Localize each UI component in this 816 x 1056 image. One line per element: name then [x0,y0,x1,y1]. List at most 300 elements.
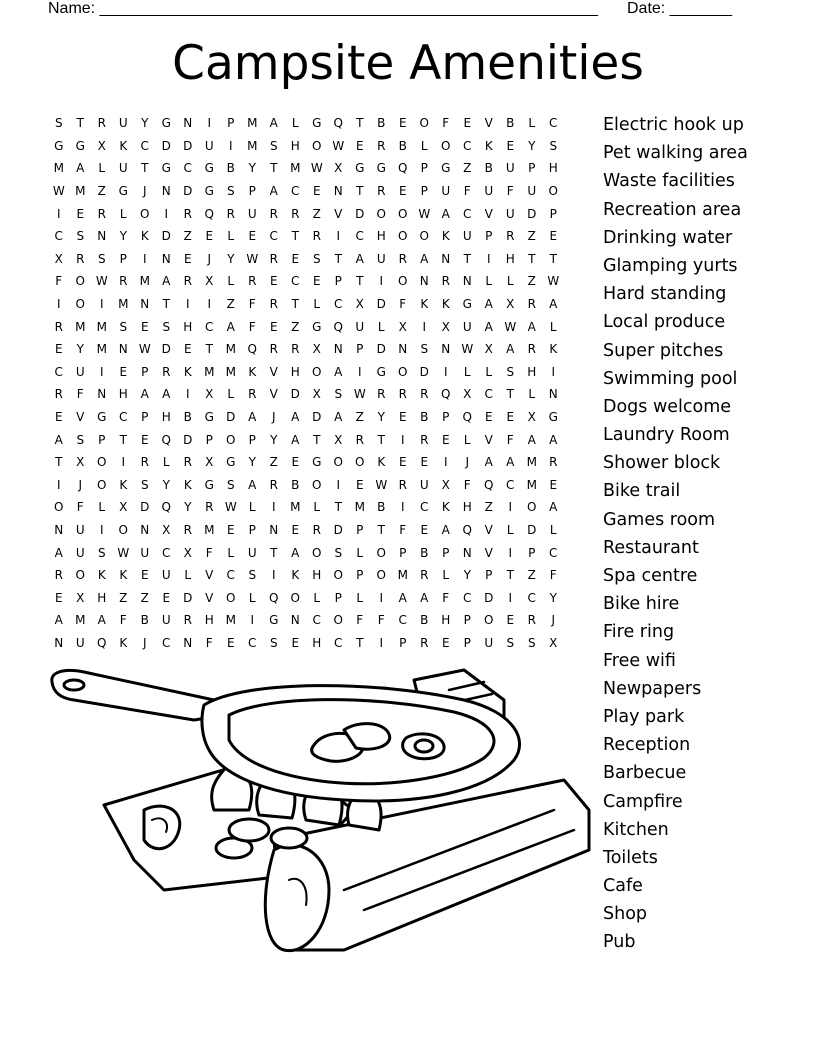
grid-letter: T [141,161,149,176]
grid-letter: C [54,364,63,379]
grid-letter: F [506,432,514,447]
grid-letter: F [76,500,84,515]
grid-letter: I [56,206,61,221]
grid-letter: R [269,297,278,312]
grid-letter: R [527,342,536,357]
grid-letter: N [140,522,150,537]
letter-grid [48,112,588,654]
grid-letter: F [55,274,63,289]
grid-letter: N [54,522,64,537]
grid-letter: X [334,161,343,176]
grid-letter: T [506,387,514,402]
grid-row [48,315,588,338]
date-field-label: Date: _______ [627,0,732,17]
grid-letter: L [528,387,536,402]
grid-letter: A [506,342,515,357]
grid-letter: T [55,455,63,470]
word-list-item: Glamping yurts [603,255,738,276]
grid-letter: O [441,138,451,153]
grid-letter: N [333,342,343,357]
grid-letter: O [290,590,300,605]
grid-letter: N [118,342,128,357]
grid-letter: K [140,229,149,244]
grid-letter: X [205,387,214,402]
grid-letter: R [140,455,149,470]
grid-letter: H [441,613,451,628]
grid-letter: W [52,184,65,199]
grid-letter: P [248,184,256,199]
grid-letter: B [140,613,149,628]
grid-letter: G [441,161,451,176]
grid-letter: M [118,297,129,312]
frying-pan-over-campfire-icon [44,660,594,980]
word-list-item: Shower block [603,453,721,474]
grid-letter: G [226,455,236,470]
word-list-item: Spa centre [603,566,698,586]
grid-letter: O [226,432,236,447]
grid-letter: N [269,522,279,537]
grid-letter: E [398,410,407,425]
grid-letter: R [420,568,429,583]
grid-letter: U [462,229,472,244]
word-list-item: Laundry Room [603,425,730,446]
grid-row [48,135,588,158]
word-list-item: Free wifi [603,650,676,671]
grid-letter: D [161,342,171,357]
grid-letter: R [549,455,558,470]
grid-letter: H [290,138,300,153]
grid-letter: P [334,274,342,289]
grid-letter: I [56,477,61,492]
grid-letter: Z [355,410,364,425]
grid-letter: A [140,387,149,402]
grid-letter: S [269,138,278,153]
grid-letter: M [96,342,107,357]
grid-row [48,564,588,587]
grid-letter: L [227,387,235,402]
grid-letter: L [528,116,536,131]
grid-letter: E [269,319,278,334]
grid-letter: L [506,274,514,289]
grid-letter: U [140,545,150,560]
grid-letter: O [75,274,85,289]
grid-letter: H [97,590,107,605]
grid-letter: E [54,410,63,425]
grid-letter: R [119,274,128,289]
grid-letter: F [442,590,450,605]
grid-letter: R [183,522,192,537]
grid-letter: C [140,138,149,153]
grid-letter: S [269,635,278,650]
grid-letter: M [247,138,258,153]
grid-letter: L [98,500,106,515]
grid-letter: T [549,251,557,266]
name-field-label: Name: ________________________________________________________ [48,0,598,17]
grid-letter: Q [269,590,279,605]
grid-letter: U [204,138,214,153]
grid-letter: G [54,138,64,153]
grid-letter: C [183,161,192,176]
grid-letter: R [205,500,214,515]
grid-letter: D [183,590,193,605]
grid-letter: R [312,522,321,537]
grid-letter: B [484,161,493,176]
grid-letter: Q [484,477,494,492]
grid-letter: E [183,251,192,266]
grid-letter: E [355,477,364,492]
grid-letter: G [204,410,214,425]
grid-letter: D [290,387,300,402]
grid-letter: X [355,297,364,312]
grid-letter: J [142,184,147,199]
grid-letter: I [99,364,104,379]
grid-letter: H [118,387,128,402]
grid-letter: P [485,229,493,244]
grid-letter: P [420,184,428,199]
grid-letter: I [400,500,405,515]
word-list-item: Barbecue [603,763,687,784]
grid-letter: W [375,477,388,492]
grid-letter: P [420,161,428,176]
grid-letter: L [313,297,321,312]
grid-letter: A [54,432,63,447]
grid-letter: Y [119,229,127,244]
grid-letter: F [442,116,450,131]
grid-letter: A [334,410,343,425]
grid-letter: Z [269,455,278,470]
grid-letter: Q [333,116,343,131]
grid-letter: T [506,568,514,583]
grid-letter: X [463,387,472,402]
grid-letter: A [162,387,171,402]
grid-letter: K [119,635,128,650]
grid-letter: E [140,432,149,447]
grid-letter: H [290,364,300,379]
grid-letter: B [377,116,386,131]
grid-letter: K [441,297,450,312]
grid-row [48,383,588,406]
grid-letter: N [333,184,343,199]
grid-letter: B [377,500,386,515]
grid-letter: U [484,635,494,650]
grid-letter: A [549,297,558,312]
grid-letter: D [376,342,386,357]
grid-letter: L [485,364,493,379]
grid-letter: W [547,274,560,289]
grid-letter: A [484,319,493,334]
grid-letter: C [420,500,429,515]
grid-letter: N [548,387,558,402]
grid-letter: X [205,274,214,289]
grid-letter: U [75,364,85,379]
grid-letter: A [484,455,493,470]
grid-letter: E [291,251,300,266]
word-list-item: Games room [603,509,716,530]
grid-letter: C [162,545,171,560]
grid-letter: R [183,274,192,289]
grid-letter: Z [97,184,106,199]
grid-letter: T [377,522,385,537]
grid-letter: I [142,251,147,266]
grid-letter: I [228,138,233,153]
grid-letter: I [121,455,126,470]
grid-letter: O [376,545,386,560]
grid-letter: X [334,432,343,447]
grid-letter: D [140,500,150,515]
word-list-item: Fire ring [603,622,675,643]
grid-letter: Y [248,455,256,470]
grid-letter: A [334,364,343,379]
word-list-item: Bike hire [603,594,680,615]
grid-letter: T [463,251,471,266]
grid-letter: V [484,206,493,221]
grid-letter: L [356,590,364,605]
grid-letter: Z [291,319,300,334]
grid-letter: M [204,522,215,537]
grid-letter: S [119,319,128,334]
grid-letter: J [142,635,147,650]
grid-letter: X [506,297,515,312]
grid-row [48,157,588,180]
grid-letter: H [161,410,171,425]
grid-letter: F [463,184,471,199]
grid-letter: U [247,206,257,221]
grid-letter: F [399,297,407,312]
grid-letter: E [506,613,515,628]
grid-letter: A [269,184,278,199]
grid-letter: U [441,184,451,199]
grid-letter: W [332,138,345,153]
grid-letter: B [226,161,235,176]
grid-letter: L [356,545,364,560]
grid-letter: L [162,455,170,470]
grid-letter: W [246,251,259,266]
grid-letter: S [97,545,106,560]
grid-letter: F [248,297,256,312]
grid-letter: O [333,613,343,628]
grid-letter: M [354,500,365,515]
grid-row [48,474,588,497]
grid-letter: L [184,568,192,583]
grid-letter: Q [441,387,451,402]
grid-letter: E [549,477,558,492]
grid-letter: T [205,342,213,357]
grid-letter: C [312,613,321,628]
grid-letter: H [312,568,322,583]
grid-letter: M [204,364,215,379]
grid-letter: X [76,455,85,470]
grid-letter: E [420,455,429,470]
word-list-item: Waste facilities [603,171,735,192]
grid-letter: E [291,635,300,650]
grid-letter: L [377,319,385,334]
word-list-item: Kitchen [603,819,669,840]
grid-letter: N [97,387,107,402]
grid-letter: O [140,206,150,221]
grid-letter: K [119,568,128,583]
grid-letter: R [162,364,171,379]
grid-letter: J [465,455,470,470]
grid-letter: R [54,319,63,334]
grid-letter: H [204,613,214,628]
grid-letter: L [485,274,493,289]
grid-letter: G [204,477,214,492]
grid-letter: S [506,364,515,379]
grid-letter: H [527,364,537,379]
grid-letter: P [334,590,342,605]
grid-letter: Z [484,500,493,515]
word-list-item: Electric hook up [603,115,744,135]
grid-letter: D [183,184,193,199]
grid-letter: U [118,161,128,176]
grid-letter: G [204,184,214,199]
word-list-item: Campfire [603,791,683,812]
grid-letter: F [506,184,514,199]
grid-letter: B [420,410,429,425]
grid-letter: E [312,274,321,289]
grid-row [48,293,588,316]
grid-letter: G [355,161,365,176]
grid-letter: P [248,522,256,537]
grid-letter: L [248,500,256,515]
grid-letter: I [56,297,61,312]
grid-letter: A [97,613,106,628]
grid-letter: O [398,274,408,289]
grid-letter: Y [248,161,256,176]
grid-letter: F [248,319,256,334]
grid-letter: E [205,229,214,244]
grid-letter: S [76,432,85,447]
grid-row [48,586,588,609]
grid-letter: I [443,364,448,379]
grid-letter: O [527,500,537,515]
word-list-item: Drinking water [603,227,733,248]
grid-letter: Q [161,500,171,515]
grid-letter: U [355,319,365,334]
grid-letter: D [484,590,494,605]
grid-letter: C [527,590,536,605]
grid-letter: C [54,229,63,244]
grid-letter: X [527,410,536,425]
grid-letter: A [527,319,536,334]
grid-letter: S [506,635,515,650]
grid-letter: W [138,342,151,357]
word-list [603,111,803,957]
grid-letter: J [78,477,83,492]
grid-letter: B [398,138,407,153]
grid-letter: D [355,206,365,221]
grid-letter: O [333,455,343,470]
grid-letter: A [54,545,63,560]
grid-letter: D [312,410,322,425]
word-list-item: Recreation area [603,199,742,220]
grid-letter: L [119,206,127,221]
grid-letter: C [506,477,515,492]
grid-letter: O [97,455,107,470]
grid-letter: I [207,297,212,312]
grid-letter: E [162,590,171,605]
word-list-item: Shop [603,904,648,925]
grid-letter: O [398,229,408,244]
grid-letter: P [141,364,149,379]
grid-letter: X [162,522,171,537]
grid-letter: L [248,590,256,605]
grid-letter: O [312,138,322,153]
grid-letter: J [551,613,556,628]
grid-letter: I [379,590,384,605]
grid-row [48,112,588,135]
grid-letter: I [486,251,491,266]
grid-letter: U [161,613,171,628]
grid-letter: V [205,590,214,605]
grid-letter: E [441,432,450,447]
grid-letter: E [291,522,300,537]
word-list-item: Bike trail [603,481,681,502]
grid-letter: X [312,387,321,402]
grid-letter: U [376,251,386,266]
grid-letter: S [226,477,235,492]
grid-letter: R [355,432,364,447]
grid-letter: Y [549,590,557,605]
grid-letter: S [312,251,321,266]
grid-letter: P [528,545,536,560]
grid-letter: H [312,635,322,650]
grid-letter: M [526,455,537,470]
grid-letter: P [399,635,407,650]
grid-letter: C [398,613,407,628]
grid-letter: A [441,522,450,537]
grid-letter: W [418,206,431,221]
grid-letter: D [183,432,193,447]
grid-letter: N [183,635,193,650]
grid-letter: A [226,319,235,334]
grid-letter: P [528,161,536,176]
grid-letter: Y [463,568,471,583]
word-list-item: Pet walking area [603,143,748,164]
grid-letter: U [75,545,85,560]
grid-letter: I [185,387,190,402]
grid-letter: G [312,116,322,131]
grid-letter: E [183,342,192,357]
grid-letter: A [291,432,300,447]
grid-letter: A [291,545,300,560]
grid-letter: Q [462,522,472,537]
grid-letter: W [504,319,517,334]
grid-letter: H [548,161,558,176]
grid-letter: R [291,206,300,221]
grid-letter: T [356,184,364,199]
grid-letter: Z [312,206,321,221]
grid-letter: F [205,635,213,650]
grid-letter: T [119,432,127,447]
grid-letter: K [441,500,450,515]
grid-letter: E [119,364,128,379]
grid-letter: X [183,545,192,560]
grid-letter: Z [527,274,536,289]
grid-letter: R [398,477,407,492]
grid-letter: K [420,297,429,312]
grid-letter: W [353,387,366,402]
grid-letter: U [75,522,85,537]
grid-letter: S [549,138,558,153]
grid-letter: A [420,590,429,605]
grid-letter: E [76,206,85,221]
grid-letter: X [205,455,214,470]
grid-letter: M [397,568,408,583]
grid-letter: R [527,297,536,312]
grid-letter: V [269,364,278,379]
grid-letter: G [312,319,322,334]
